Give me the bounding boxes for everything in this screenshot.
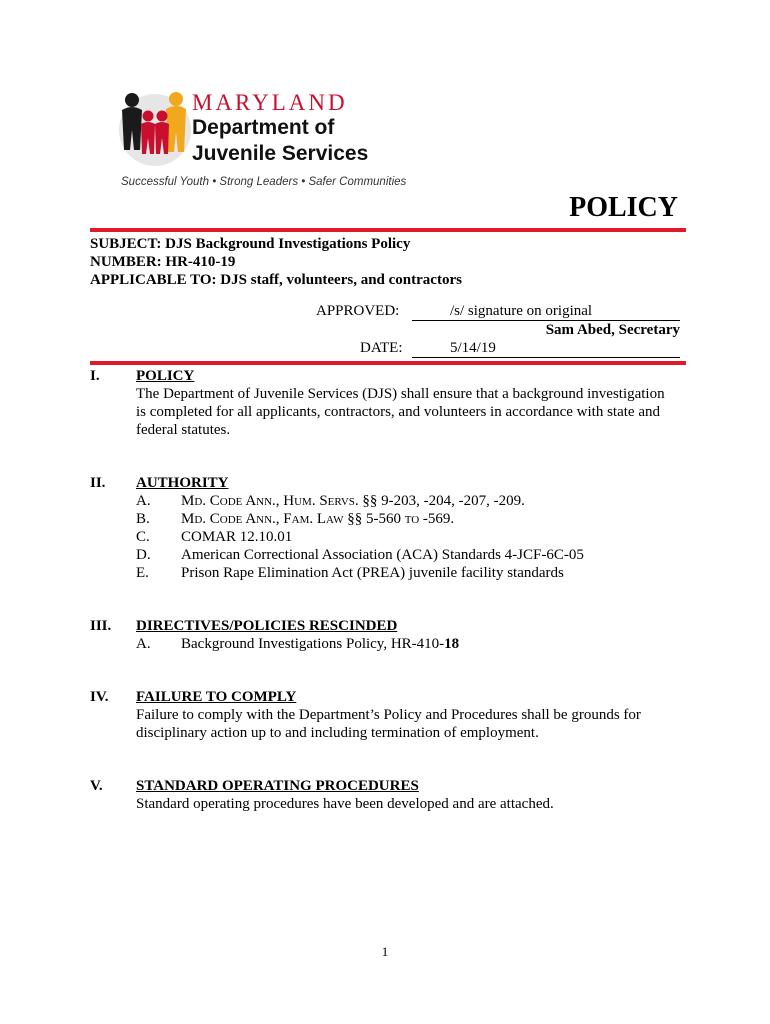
section-title: DIRECTIVES/POLICIES RESCINDED	[136, 618, 398, 634]
item-letter: B.	[136, 511, 150, 527]
section-title: AUTHORITY	[136, 475, 229, 491]
section-title: FAILURE TO COMPLY	[136, 689, 297, 705]
logo-department-line2: Juvenile Services	[192, 142, 369, 165]
document-type-title: POLICY	[569, 192, 678, 223]
item-text-main: Background Investigations Policy, HR-410-	[181, 636, 445, 652]
item-text: COMAR 12.10.01	[181, 529, 293, 545]
applicable-line: APPLICABLE TO: DJS staff, volunteers, and contractors	[90, 272, 462, 288]
list-item	[136, 492, 676, 510]
approved-value: /s/ signature on original	[450, 303, 593, 319]
section-policy	[90, 367, 690, 439]
section-body: Failure to comply with the Department’s Policy and Procedures shall be grounds for disciplinary action up to and including termination of employment.	[136, 707, 641, 741]
section-body: The Department of Juvenile Services (DJS) shall ensure that a background investigation is completed for all applicants, contractors, and volunteers in accordance with state and federal statutes.	[136, 386, 665, 438]
item-letter: A.	[136, 493, 151, 509]
item-text	[181, 635, 459, 653]
section-authority	[90, 474, 690, 582]
item-letter: D.	[136, 547, 151, 563]
date-line	[412, 340, 680, 358]
rescinded-list	[136, 635, 676, 653]
item-text: Md. Code Ann., Hum. Servs. §§ 9-203, -204, -207, -209.	[181, 493, 525, 509]
item-text: Md. Code Ann., Fam. Law §§ 5-560 to -569.	[181, 511, 455, 527]
logo-state-name: MARYLAND	[192, 90, 348, 115]
list-item	[136, 635, 676, 653]
section-rescinded	[90, 617, 690, 653]
subject-line: SUBJECT: DJS Background Investigations Policy	[90, 236, 411, 252]
section-number: III.	[90, 618, 112, 634]
section-body: Standard operating procedures have been developed and are attached.	[136, 796, 554, 812]
logo-department-line1: Department of	[192, 116, 335, 139]
logo-tagline: Successful Youth • Strong Leaders • Safer Communities	[121, 176, 407, 188]
section-number: I.	[90, 368, 100, 384]
header-divider	[90, 228, 686, 232]
list-item	[136, 564, 676, 582]
approved-label: APPROVED:	[316, 303, 400, 319]
item-text: American Correctional Association (ACA) Standards 4-JCF-6C-05	[181, 547, 584, 563]
item-letter: A.	[136, 636, 151, 652]
section-number: II.	[90, 475, 106, 491]
date-value: 5/14/19	[450, 340, 496, 356]
section-sop	[90, 777, 690, 813]
item-text: Prison Rape Elimination Act (PREA) juvenile facility standards	[181, 565, 564, 581]
section-title: POLICY	[136, 368, 195, 384]
item-letter: C.	[136, 529, 150, 545]
signer-name: Sam Abed, Secretary	[545, 322, 680, 338]
approved-signature-line	[412, 303, 680, 321]
item-text-bold: 18	[444, 636, 460, 652]
section-title: STANDARD OPERATING PROCEDURES	[136, 778, 419, 794]
section-number: IV.	[90, 689, 109, 705]
date-label: DATE:	[360, 340, 403, 356]
section-failure-to-comply	[90, 688, 690, 742]
page-number: 1	[381, 944, 389, 959]
policy-header	[90, 235, 462, 289]
list-item	[136, 510, 676, 528]
list-item	[136, 546, 676, 564]
list-item	[136, 528, 676, 546]
authority-list	[136, 492, 676, 582]
djs-logo	[118, 88, 407, 194]
item-letter: E.	[136, 565, 149, 581]
section-divider	[90, 361, 686, 365]
section-number: V.	[90, 778, 103, 794]
family-figures-icon	[118, 90, 192, 168]
number-line: NUMBER: HR-410-19	[90, 254, 236, 270]
